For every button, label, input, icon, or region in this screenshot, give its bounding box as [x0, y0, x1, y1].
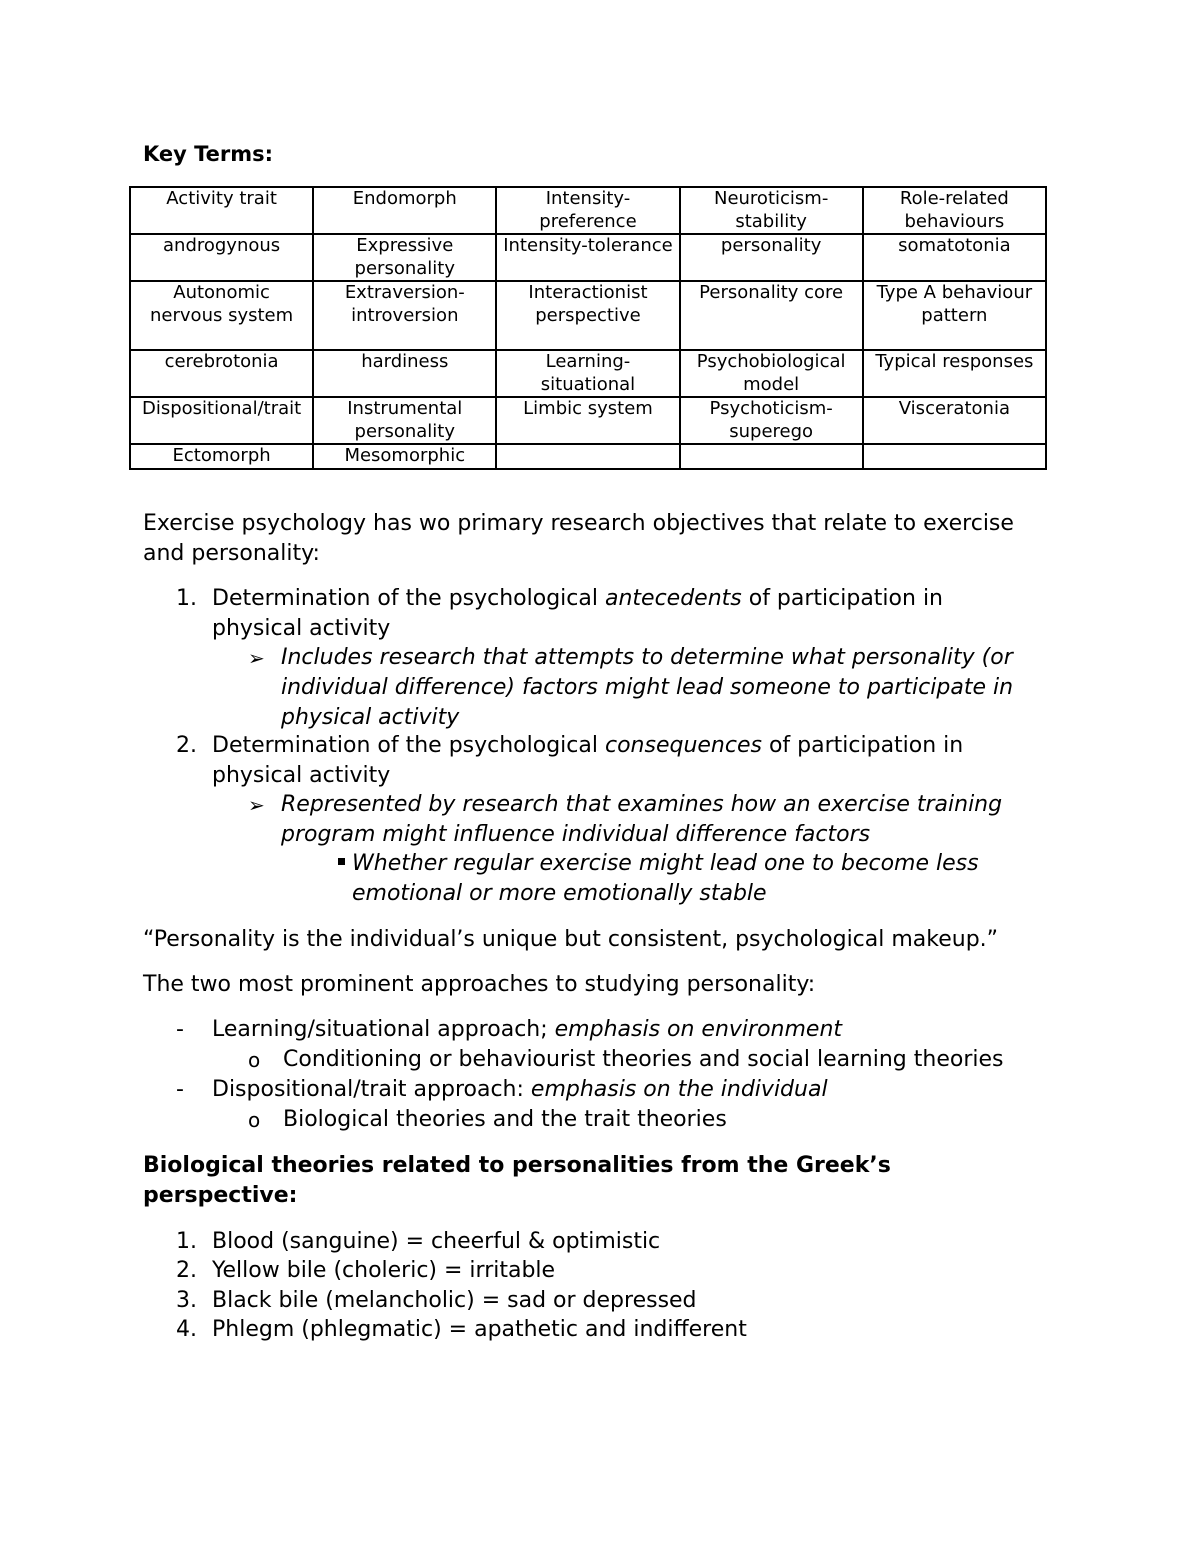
table-row: [130, 397, 1046, 444]
table-cell: Activity trait: [130, 187, 313, 234]
table-cell: Psychobiological model: [680, 350, 863, 397]
emphasis-text: emphasis on the individual: [530, 1077, 828, 1102]
list-item: [212, 731, 1032, 791]
list-number: 1.: [176, 1229, 197, 1254]
table-cell: Neuroticism-stability: [680, 187, 863, 234]
table-row: [130, 234, 1046, 281]
list-item: [212, 1015, 842, 1045]
sub-list-item: Includes research that attempts to determine what personality (or individual difference) factors might lead someone to participate in physical activity: [281, 645, 1014, 730]
sub-list-item: Biological theories and the trait theories: [283, 1107, 727, 1132]
table-cell: [863, 444, 1046, 469]
table-cell: Intensity-preference: [496, 187, 679, 234]
table-cell: Autonomic nervous system: [130, 281, 313, 350]
list-number: 4.: [176, 1317, 197, 1342]
table-cell: Type A behaviour pattern: [863, 281, 1046, 350]
list-item-text: of participation in physical activity: [212, 586, 943, 641]
list-number: 1.: [176, 586, 197, 611]
table-cell: Limbic system: [496, 397, 679, 444]
list-item-text: Learning/situational approach;: [212, 1017, 555, 1042]
table-cell: hardiness: [313, 350, 496, 397]
sub-list-item: Conditioning or behaviourist theories and social learning theories: [283, 1047, 1004, 1072]
table-cell: Typical responses: [863, 350, 1046, 397]
list-item: Phlegm (phlegmatic) = apathetic and indifferent: [212, 1317, 747, 1342]
table-cell: Learning-situational: [496, 350, 679, 397]
table-cell: Interactionist perspective: [496, 281, 679, 350]
table-row: [130, 444, 1046, 469]
emphasis-text: consequences: [604, 733, 762, 758]
table-cell: Intensity-tolerance: [496, 234, 679, 281]
table-cell: Endomorph: [313, 187, 496, 234]
square-bullet-icon: [338, 858, 345, 865]
emphasis-text: antecedents: [604, 586, 742, 611]
table-cell: Personality core: [680, 281, 863, 350]
key-terms-heading: Key Terms:: [143, 142, 274, 166]
intro-paragraph: Exercise psychology has wo primary research objectives that relate to exercise and personality:: [143, 511, 1014, 566]
table-cell: Visceratonia: [863, 397, 1046, 444]
personality-quote: “Personality is the individual’s unique but consistent, psychological makeup.”: [143, 927, 999, 952]
table-cell: Dispositional/trait: [130, 397, 313, 444]
circle-bullet-icon: o: [248, 1048, 261, 1072]
list-number: 2.: [176, 733, 197, 758]
table-row: [130, 350, 1046, 397]
key-terms-table: [129, 186, 1047, 470]
arrow-bullet-icon: ➢: [248, 646, 265, 670]
table-row: [130, 187, 1046, 234]
approaches-intro: The two most prominent approaches to studying personality:: [143, 972, 816, 997]
list-item-text: Determination of the psychological: [212, 733, 605, 758]
dash-bullet-icon: -: [176, 1077, 184, 1102]
sub-list-item: Represented by research that examines how an exercise training program might influence individual difference factors: [281, 792, 1003, 847]
circle-bullet-icon: o: [248, 1108, 261, 1132]
list-item-text: Determination of the psychological: [212, 586, 605, 611]
list-item-text: of participation in physical activity: [212, 733, 964, 788]
table-cell: [496, 444, 679, 469]
table-cell: cerebrotonia: [130, 350, 313, 397]
list-item: Yellow bile (choleric) = irritable: [212, 1258, 556, 1283]
table-cell: Mesomorphic: [313, 444, 496, 469]
table-cell: somatotonia: [863, 234, 1046, 281]
arrow-bullet-icon: ➢: [248, 793, 265, 817]
dash-bullet-icon: -: [176, 1017, 184, 1042]
list-item-text: Dispositional/trait approach:: [212, 1077, 531, 1102]
emphasis-text: emphasis on environment: [554, 1017, 843, 1042]
table-cell: Instrumental personality: [313, 397, 496, 444]
list-item: Black bile (melancholic) = sad or depressed: [212, 1288, 697, 1313]
table-cell: Extraversion-introversion: [313, 281, 496, 350]
table-cell: [680, 444, 863, 469]
table-cell: Ectomorph: [130, 444, 313, 469]
table-cell: Role-related behaviours: [863, 187, 1046, 234]
list-item: [212, 1075, 828, 1105]
table-cell: personality: [680, 234, 863, 281]
table-cell: Psychoticism-superego: [680, 397, 863, 444]
list-item: Blood (sanguine) = cheerful & optimistic: [212, 1229, 661, 1254]
table-row: [130, 281, 1046, 350]
list-number: 3.: [176, 1288, 197, 1313]
sub-sub-list-item: Whether regular exercise might lead one to become less emotional or more emotionally stable: [352, 851, 979, 906]
list-item: [212, 584, 1032, 644]
table-cell: androgynous: [130, 234, 313, 281]
list-number: 2.: [176, 1258, 197, 1283]
table-cell: Expressive personality: [313, 234, 496, 281]
biological-theories-heading: Biological theories related to personalities from the Greek’s perspective:: [143, 1153, 891, 1208]
